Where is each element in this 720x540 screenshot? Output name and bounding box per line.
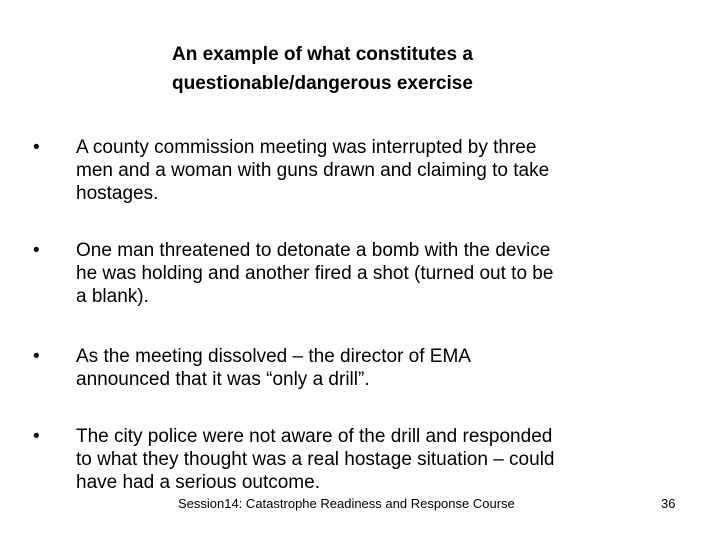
bullet-line: As the meeting dissolved – the director of EMA — [76, 346, 471, 367]
slide-footer: Session14: Catastrophe Readiness and Response Course — [178, 496, 515, 511]
bullet-line: he was holding and another fired a shot (turned out to be — [76, 263, 554, 284]
bullet-text — [76, 239, 696, 308]
page-number: 36 — [661, 496, 676, 511]
bullet-line: to what they thought was a real hostage situation – could — [76, 449, 555, 470]
bullet-icon: • — [33, 240, 40, 261]
bullet-line: hostages. — [76, 183, 159, 204]
bullet-text — [76, 425, 696, 494]
bullet-line: The city police were not aware of the drill and responded — [76, 426, 553, 447]
bullet-line: have had a serious outcome. — [76, 472, 320, 493]
bullet-text — [76, 345, 696, 391]
bullet-icon: • — [33, 137, 40, 158]
bullet-line: a blank). — [76, 286, 149, 307]
title-line: questionable/dangerous exercise — [172, 73, 473, 94]
bullet-line: A county commission meeting was interrupted by three — [76, 137, 537, 158]
title-line: An example of what constitutes a — [172, 44, 473, 65]
bullet-line: men and a woman with guns drawn and claiming to take — [76, 160, 550, 181]
bullet-text — [76, 136, 696, 205]
bullet-icon: • — [33, 426, 40, 447]
bullet-line: One man threatened to detonate a bomb with the device — [76, 240, 551, 261]
bullet-line: announced that it was “only a drill”. — [76, 369, 370, 390]
bullet-icon: • — [33, 346, 40, 367]
